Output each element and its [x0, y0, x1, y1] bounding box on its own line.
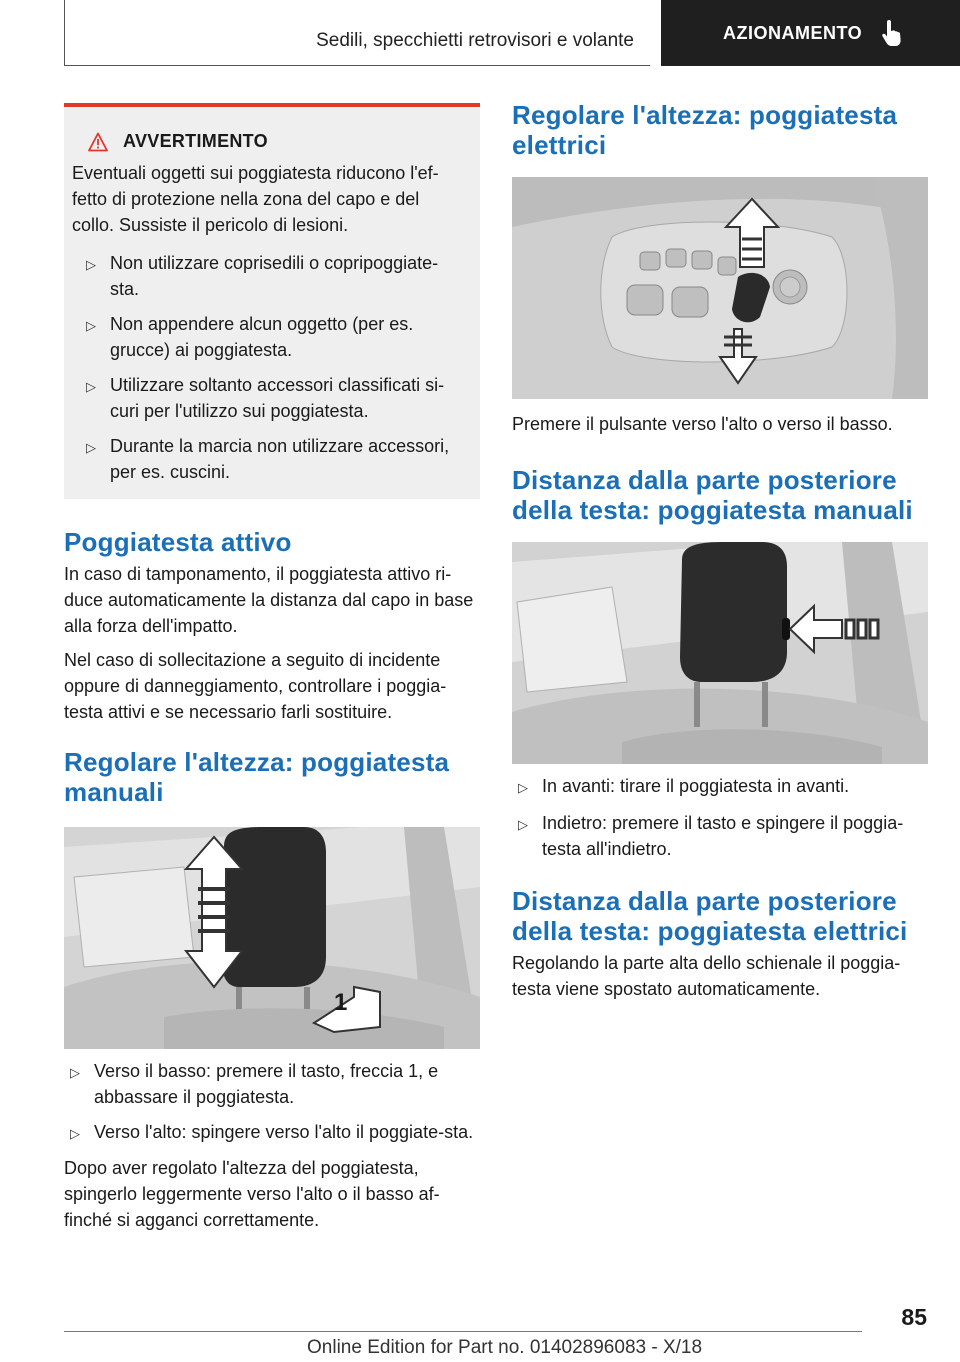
list-item	[64, 1119, 480, 1147]
figure-electric-height	[512, 177, 928, 399]
triangle-right-icon: ▷	[86, 318, 96, 333]
footer-rule	[64, 1331, 862, 1332]
header-tab-label: AZIONAMENTO	[723, 22, 863, 43]
figure-manual-height	[64, 827, 480, 1049]
pointing-hand-icon	[880, 18, 906, 48]
list-item-text: Durante la marcia non utilizzare accessori, per es. cuscini.	[110, 436, 450, 482]
warning-triangle-icon	[88, 132, 108, 152]
list-item	[512, 773, 928, 801]
list-item-text: Verso l'alto: spingere verso l'alto il poggiate-sta.	[94, 1122, 474, 1142]
header-tab[interactable]	[661, 0, 960, 66]
triangle-right-icon: ▷	[86, 440, 96, 455]
triangle-right-icon: ▷	[86, 257, 96, 272]
active-paragraph-1: In caso di tamponamento, il poggiatesta attivo ri-duce automaticamente la distanza dal capo in base alla forza dell'impatto.	[64, 564, 474, 636]
list-item-text: In avanti: tirare il poggiatesta in avanti.	[542, 776, 850, 796]
figure-manual-distance	[512, 542, 928, 764]
headrest-height-illustration	[64, 827, 480, 1049]
page-number: 85	[901, 1304, 927, 1330]
heading-manual-distance: Distanza dalla parte posteriore della testa: poggiatesta manuali	[512, 465, 913, 525]
left-column	[64, 103, 480, 1233]
list-item	[80, 372, 466, 424]
manual-height-after: Dopo aver regolato l'altezza del poggiatesta, spingerlo leggermente verso l'alto o il basso af-finché si agganci correttamente.	[64, 1158, 440, 1230]
footer-edition: Online Edition for Part no. 01402896083 - X/18	[307, 1337, 703, 1358]
right-column	[512, 100, 928, 1002]
list-item-text: Non utilizzare coprisedili o copripoggiate-sta.	[110, 253, 439, 299]
headrest-distance-illustration	[512, 542, 928, 764]
triangle-right-icon: ▷	[86, 379, 96, 394]
manual-distance-list	[512, 773, 928, 862]
list-item-text: Non appendere alcun oggetto (per es. grucce) ai poggiatesta.	[110, 314, 414, 360]
electric-height-text: Premere il pulsante verso l'alto o verso il basso.	[512, 414, 893, 434]
triangle-right-icon: ▷	[70, 1126, 80, 1141]
triangle-right-icon: ▷	[70, 1065, 80, 1080]
triangle-right-icon: ▷	[518, 780, 528, 795]
active-paragraph-2: Nel caso di sollecitazione a seguito di incidente oppure di danneggiamento, controllare i poggia-testa attivi e se necessario farli sostituire.	[64, 650, 447, 722]
list-item	[80, 433, 466, 485]
figure-callout-1: 1	[334, 989, 348, 1016]
list-item	[512, 810, 928, 862]
list-item-text: Verso il basso: premere il tasto, freccia 1, e abbassare il poggiatesta.	[94, 1061, 439, 1107]
list-item	[64, 1058, 480, 1110]
warning-text: Eventuali oggetti sui poggiatesta riducono l'ef-fetto di protezione nella zona del capo e del collo. Sussiste il pericolo di lesioni.	[72, 163, 439, 235]
heading-electric-height: Regolare l'altezza: poggiatesta elettrici	[512, 100, 898, 160]
list-item	[80, 311, 466, 363]
manual-height-list	[64, 1058, 480, 1147]
seat-switch-illustration	[512, 177, 928, 399]
list-item-text: Indietro: premere il tasto e spingere il poggia-testa all'indietro.	[542, 813, 904, 859]
header-section-title: Sedili, specchietti retrovisori e volante	[316, 30, 634, 51]
heading-active-headrest: Poggiatesta attivo	[64, 527, 292, 557]
header-rule-bottom	[64, 65, 650, 66]
triangle-right-icon: ▷	[518, 817, 528, 832]
heading-manual-height: Regolare l'altezza: poggiatesta manuali	[64, 747, 450, 807]
list-item-text: Utilizzare soltanto accessori classificati si-curi per l'utilizzo sui poggiatesta.	[110, 375, 445, 421]
warning-header	[88, 131, 466, 152]
warning-list	[72, 250, 466, 485]
header-rule-left	[64, 0, 65, 66]
list-item	[80, 250, 466, 302]
warning-title: AVVERTIMENTO	[123, 131, 268, 151]
warning-box	[64, 103, 480, 499]
heading-electric-distance: Distanza dalla parte posteriore della testa: poggiatesta elettrici	[512, 886, 908, 946]
electric-distance-text: Regolando la parte alta dello schienale il poggia-testa viene spostato automaticamente.	[512, 953, 901, 999]
